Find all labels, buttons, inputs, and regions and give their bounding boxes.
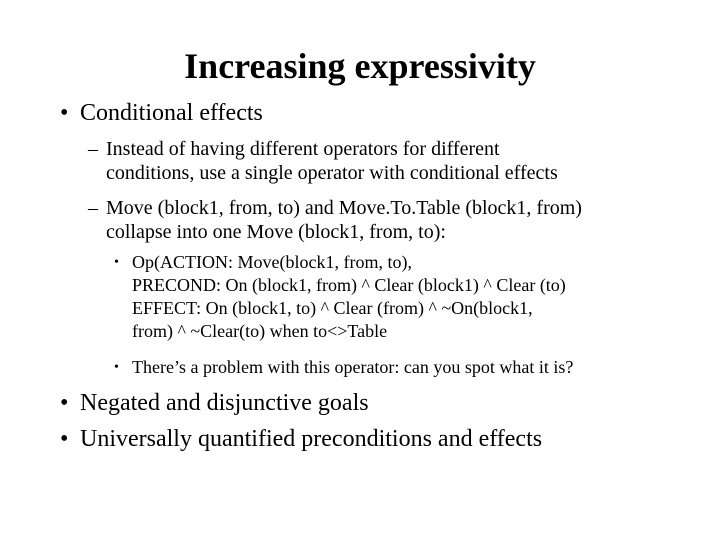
operator-problem-question: There’s a problem with this operator: can you spot what it is?: [132, 357, 574, 377]
bullet-marker: •: [60, 390, 69, 416]
slide-title: Increasing expressivity: [184, 46, 536, 86]
sub-bullet-operators-line-2: conditions, use a single operator with conditional effects: [106, 162, 558, 184]
bullet-negated-goals: Negated and disjunctive goals: [80, 390, 369, 416]
operator-line-precond: PRECOND: On (block1, from) ^ Clear (block1) ^ Clear (to): [132, 275, 566, 295]
operator-line-effect-cont: from) ^ ~Clear(to) when to<>Table: [132, 321, 388, 341]
bullet-marker: •: [60, 426, 69, 452]
sub-bullet-move-line-1: Move (block1, from, to) and Move.To.Table (block1, from): [106, 197, 582, 219]
sub-sub-bullet-marker: •: [114, 360, 119, 375]
sub-bullet-marker: –: [88, 138, 98, 160]
sub-bullet-marker: –: [88, 197, 98, 219]
sub-sub-bullet-marker: •: [114, 255, 119, 270]
bullet-marker: •: [60, 100, 69, 126]
operator-line-effect: EFFECT: On (block1, to) ^ Clear (from) ^ ~On(block1,: [132, 298, 533, 318]
bullet-universal-quantified: Universally quantified preconditions and effects: [80, 426, 543, 452]
sub-bullet-move-line-2: collapse into one Move (block1, from, to):: [106, 221, 446, 243]
sub-bullet-operators-line-1: Instead of having different operators for different: [106, 138, 500, 160]
bullet-conditional-effects: Conditional effects: [80, 100, 263, 126]
operator-line-action: Op(ACTION: Move(block1, from, to),: [132, 252, 412, 272]
